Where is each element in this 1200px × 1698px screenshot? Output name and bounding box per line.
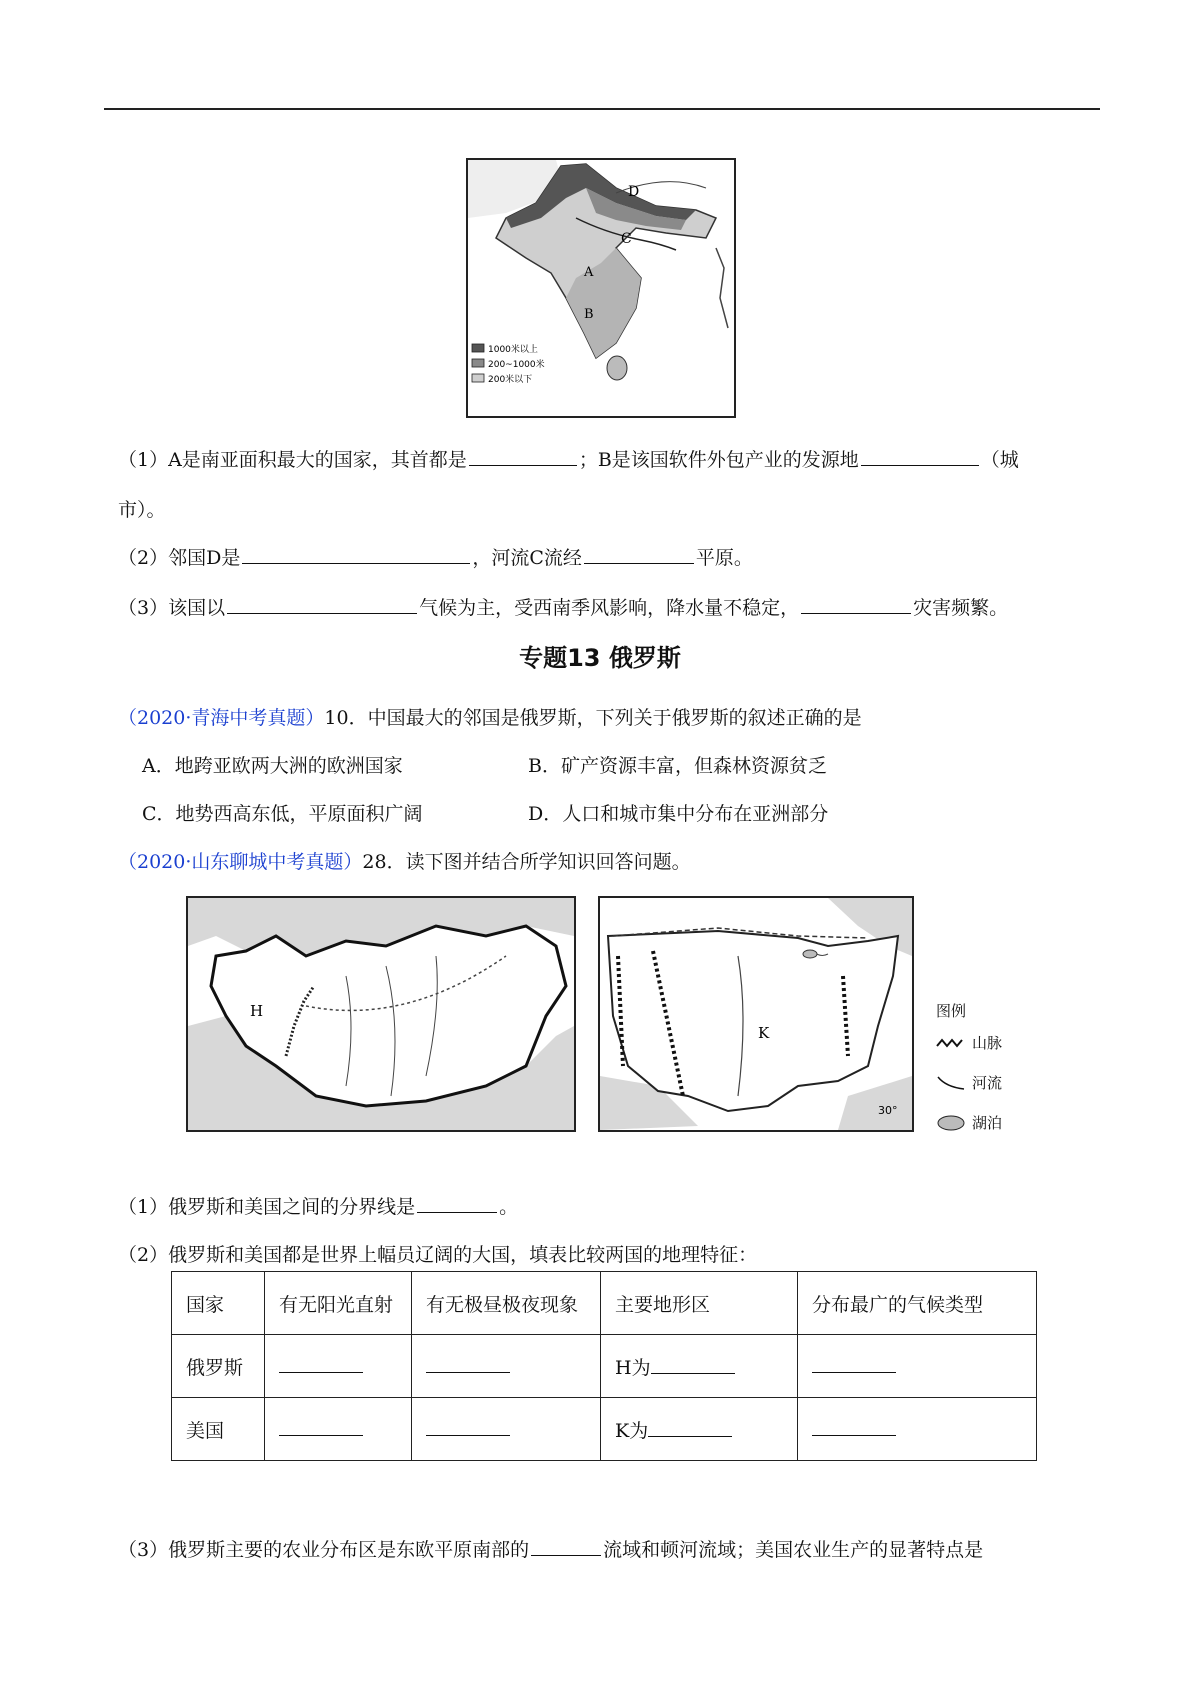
legend-item-lake bbox=[936, 1112, 1002, 1133]
table-row bbox=[172, 1398, 1037, 1461]
q10-option-d[interactable]: D．人口和城市集中分布在亚洲部分 bbox=[528, 803, 829, 825]
q1-text-1b: ；B是该国软件外包产业的发源地 bbox=[578, 449, 859, 471]
q1-text-2a: （2）邻国D是 bbox=[118, 547, 241, 569]
answer-blank[interactable] bbox=[279, 1354, 363, 1373]
q1-text-2c: 平原。 bbox=[695, 547, 753, 569]
terrain-prefix: K为 bbox=[615, 1419, 649, 1442]
table-cell-terrain[interactable] bbox=[601, 1398, 798, 1461]
q1-line-1-cont bbox=[118, 497, 166, 523]
legend-title: 图例 bbox=[936, 1002, 967, 1020]
q28-sub1 bbox=[118, 1194, 518, 1220]
q1-text-1a: （1）A是南亚面积最大的国家，其首都是 bbox=[118, 449, 467, 471]
table-cell-answer[interactable] bbox=[412, 1335, 601, 1398]
legend-label-lake: 湖泊 bbox=[972, 1114, 1003, 1132]
answer-blank-plain[interactable] bbox=[584, 545, 694, 564]
map1-label-b: B bbox=[584, 307, 594, 322]
map1-label-d: D bbox=[628, 184, 640, 200]
q10-option-a[interactable]: A．地跨亚欧两大洲的欧洲国家 bbox=[142, 755, 403, 777]
table-cell-answer[interactable] bbox=[412, 1398, 601, 1461]
map1-label-c: C bbox=[621, 231, 632, 247]
russia-label-h: H bbox=[250, 1002, 264, 1020]
legend-label-river: 河流 bbox=[972, 1074, 1003, 1092]
lake-icon bbox=[936, 1114, 966, 1132]
answer-blank[interactable] bbox=[426, 1417, 510, 1436]
answer-blank-city[interactable] bbox=[861, 447, 979, 466]
q28-sub1-text-a: （1）俄罗斯和美国之间的分界线是 bbox=[118, 1196, 416, 1218]
q1-text-2b: ，河流C流经 bbox=[472, 547, 582, 569]
table-cell-answer[interactable] bbox=[265, 1398, 412, 1461]
answer-blank-climate[interactable] bbox=[227, 595, 417, 614]
latitude-label: 30° bbox=[878, 1104, 898, 1117]
table-cell-terrain[interactable] bbox=[601, 1335, 798, 1398]
answer-blank-river-basin[interactable] bbox=[531, 1537, 601, 1556]
q1-text-3c: 灾害频繁。 bbox=[913, 597, 1009, 619]
table-header-row bbox=[172, 1272, 1037, 1335]
map1-legend-1: 1000米以上 bbox=[488, 345, 538, 355]
terrain-prefix: H为 bbox=[615, 1356, 651, 1379]
table-cell-answer[interactable] bbox=[265, 1335, 412, 1398]
table-row bbox=[172, 1335, 1037, 1398]
legend-item-mountain bbox=[936, 1032, 1002, 1053]
answer-blank-capital[interactable] bbox=[469, 447, 577, 466]
q28-stem bbox=[118, 849, 691, 875]
q10-source: （2020·青海中考真题） bbox=[118, 707, 325, 729]
top-rule bbox=[104, 108, 1100, 110]
q1-line-3 bbox=[118, 595, 1008, 621]
south-asia-map bbox=[466, 158, 736, 418]
mountain-icon bbox=[936, 1038, 966, 1048]
q10-stem bbox=[118, 705, 862, 731]
q1-text-1d: 市）。 bbox=[118, 499, 166, 521]
answer-blank[interactable] bbox=[812, 1354, 896, 1373]
answer-blank[interactable] bbox=[651, 1355, 735, 1374]
russia-map bbox=[186, 896, 576, 1132]
answer-blank[interactable] bbox=[426, 1354, 510, 1373]
q10-option-c[interactable]: C．地势西高东低，平原面积广阔 bbox=[142, 803, 423, 825]
answer-blank[interactable] bbox=[648, 1418, 732, 1437]
answer-blank-neighbor[interactable] bbox=[242, 545, 470, 564]
table-header: 有无阳光直射 bbox=[265, 1272, 412, 1335]
section-heading: 专题13 俄罗斯 bbox=[519, 644, 681, 672]
q28-sub3 bbox=[118, 1537, 983, 1563]
map-legend bbox=[936, 1000, 1046, 1150]
river-icon bbox=[936, 1075, 966, 1091]
legend-swatch-low bbox=[472, 374, 484, 382]
q1-text-3a: （3）该国以 bbox=[118, 597, 226, 619]
q10-stem-text: 10．中国最大的邻国是俄罗斯，下列关于俄罗斯的叙述正确的是 bbox=[324, 707, 862, 729]
q1-text-1c: （城 bbox=[980, 449, 1019, 471]
answer-blank-disaster[interactable] bbox=[801, 595, 911, 614]
q28-sub3-text-b: 流域和顿河流域；美国农业生产的显著特点是 bbox=[603, 1539, 984, 1561]
table-cell-country: 俄罗斯 bbox=[172, 1335, 265, 1398]
q28-sub1-text-b: 。 bbox=[499, 1196, 519, 1218]
q28-sub3-text-a: （3）俄罗斯主要的农业分布区是东欧平原南部的 bbox=[118, 1539, 530, 1561]
usa-label-k: K bbox=[758, 1024, 770, 1042]
table-cell-country: 美国 bbox=[172, 1398, 265, 1461]
map1-legend-3: 200米以下 bbox=[488, 375, 533, 385]
table-cell-answer[interactable] bbox=[798, 1335, 1037, 1398]
table-header: 主要地形区 bbox=[601, 1272, 798, 1335]
q1-line-1 bbox=[118, 447, 1019, 473]
q28-source: （2020·山东聊城中考真题） bbox=[118, 851, 363, 873]
answer-blank[interactable] bbox=[812, 1417, 896, 1436]
answer-blank[interactable] bbox=[279, 1417, 363, 1436]
legend-label-mountain: 山脉 bbox=[972, 1034, 1003, 1052]
q28-stem-text: 28．读下图并结合所学知识回答问题。 bbox=[362, 851, 691, 873]
q10-option-b[interactable]: B．矿产资源丰富，但森林资源贫乏 bbox=[528, 755, 827, 777]
comparison-table bbox=[171, 1271, 1037, 1461]
table-header: 国家 bbox=[172, 1272, 265, 1335]
table-header: 有无极昼极夜现象 bbox=[412, 1272, 601, 1335]
q1-text-3b: 气候为主，受西南季风影响，降水量不稳定， bbox=[419, 597, 800, 619]
table-header: 分布最广的气候类型 bbox=[798, 1272, 1037, 1335]
q1-line-2 bbox=[118, 545, 753, 571]
q28-sub2: （2）俄罗斯和美国都是世界上幅员辽阔的大国，填表比较两国的地理特征： bbox=[118, 1244, 758, 1266]
usa-map bbox=[598, 896, 914, 1132]
map1-label-a: A bbox=[584, 265, 594, 280]
map1-legend-2: 200~1000米 bbox=[488, 360, 545, 370]
table-cell-answer[interactable] bbox=[798, 1398, 1037, 1461]
legend-swatch-mid bbox=[472, 359, 484, 367]
answer-blank-boundary[interactable] bbox=[417, 1194, 497, 1213]
legend-item-river bbox=[936, 1072, 1002, 1093]
legend-swatch-high bbox=[472, 344, 484, 352]
